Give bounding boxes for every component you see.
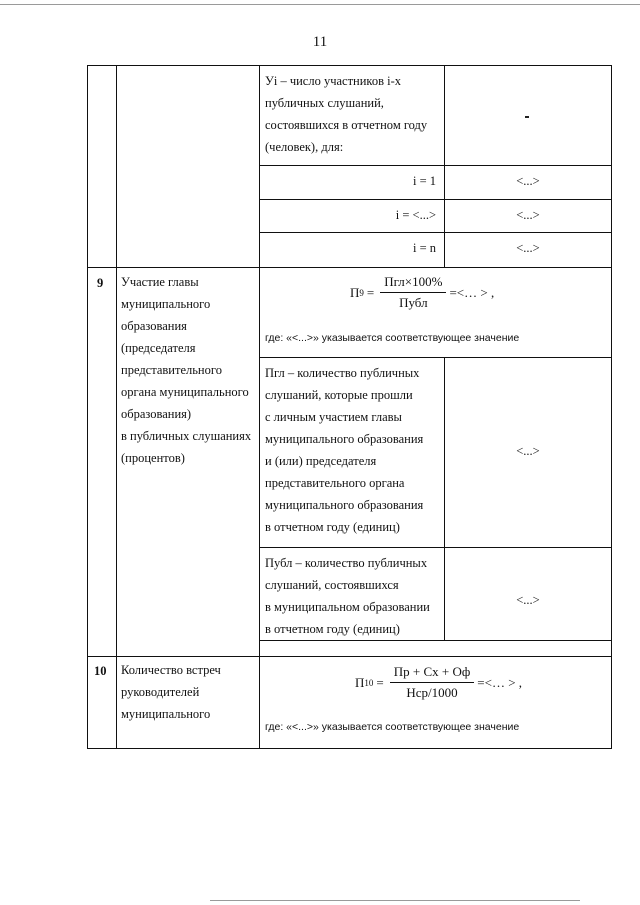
- row9-param2-value: <...>: [516, 593, 540, 607]
- table-bottom: [87, 748, 612, 749]
- row-y-label: Уi – число участников i-х публичных слушаний, состоявшихся в отчетном году (человек), для:: [265, 74, 428, 154]
- row-y-sub-label-2: i = <...>: [395, 208, 436, 222]
- row9-param2-top: [259, 547, 612, 548]
- row10-formula-sub: 10: [364, 677, 374, 688]
- row-y-sub3-top: [259, 232, 612, 233]
- row9-formula-fraction: [380, 274, 446, 311]
- page-number: 11: [312, 34, 328, 50]
- row-y-sub2-top: [259, 199, 612, 200]
- row-y-sub-value-2: <...>: [516, 208, 540, 222]
- row9-params-bottom: [259, 640, 612, 641]
- row9-top: [87, 267, 612, 268]
- row10-formula-lhs: П: [355, 674, 365, 690]
- top-scan-edge: [0, 4, 640, 5]
- row-y-sub-label-3: i = n: [412, 241, 436, 255]
- row10-formula-numerator: Пр + Сх + Оф: [390, 664, 475, 683]
- row9-formula-denominator: Публ: [399, 295, 428, 310]
- row10-formula-denominator: Нср/1000: [406, 685, 458, 700]
- table-right-border: [611, 65, 612, 749]
- table-col1-border: [116, 65, 117, 749]
- row-y-sub1-top: [259, 165, 612, 166]
- table-top: [87, 65, 612, 66]
- row10-formula: [355, 664, 522, 701]
- row9-formula-rhs: =<… > ,: [449, 284, 495, 300]
- row-y-sub-label-1: i = 1: [412, 174, 436, 188]
- row10-number: 10: [94, 664, 107, 678]
- row-y-sub-value-3: <...>: [516, 241, 540, 255]
- row9-note: где: «<...>» указывается соответствующее значение: [265, 332, 520, 344]
- row9-number: 9: [97, 276, 104, 290]
- row9-formula-numerator: Пгл×100%: [380, 274, 446, 293]
- row9-formula: [350, 274, 494, 311]
- row-y-value-dash: [525, 116, 529, 118]
- row9-param1-label: Пгл – количество публичных слушаний, которые прошли с личным участием главы муниципального образования и (или) председателя представительного органа муниципального образования в отчетном году (единиц): [265, 366, 424, 534]
- row9-formula-sub: 9: [359, 287, 364, 298]
- row10-formula-equals: =: [376, 674, 384, 690]
- table-left-border: [87, 65, 88, 749]
- row10-formula-rhs: =<… > ,: [477, 674, 523, 690]
- row10-note: где: «<...>» указывается соответствующее значение: [265, 721, 520, 733]
- row10-top: [87, 656, 612, 657]
- row-y-sub-value-1: <...>: [516, 174, 540, 188]
- row10-title: Количество встреч руководителей муниципального: [121, 663, 221, 721]
- row9-params-top: [259, 357, 612, 358]
- row9-title: Участие главы муниципального образования (председателя представительного органа муниципального образования) в публичных слушаниях (процентов): [121, 275, 252, 465]
- row9-param1-value: <...>: [516, 444, 540, 458]
- row9-formula-lhs: П: [350, 284, 360, 300]
- row10-formula-fraction: [390, 664, 475, 701]
- bottom-scan-edge: [210, 900, 580, 901]
- row9-param2-label: Публ – количество публичных слушаний, состоявшихся в муниципальном образовании в отчетном году (единиц): [265, 556, 430, 636]
- row9-formula-equals: =: [366, 284, 375, 300]
